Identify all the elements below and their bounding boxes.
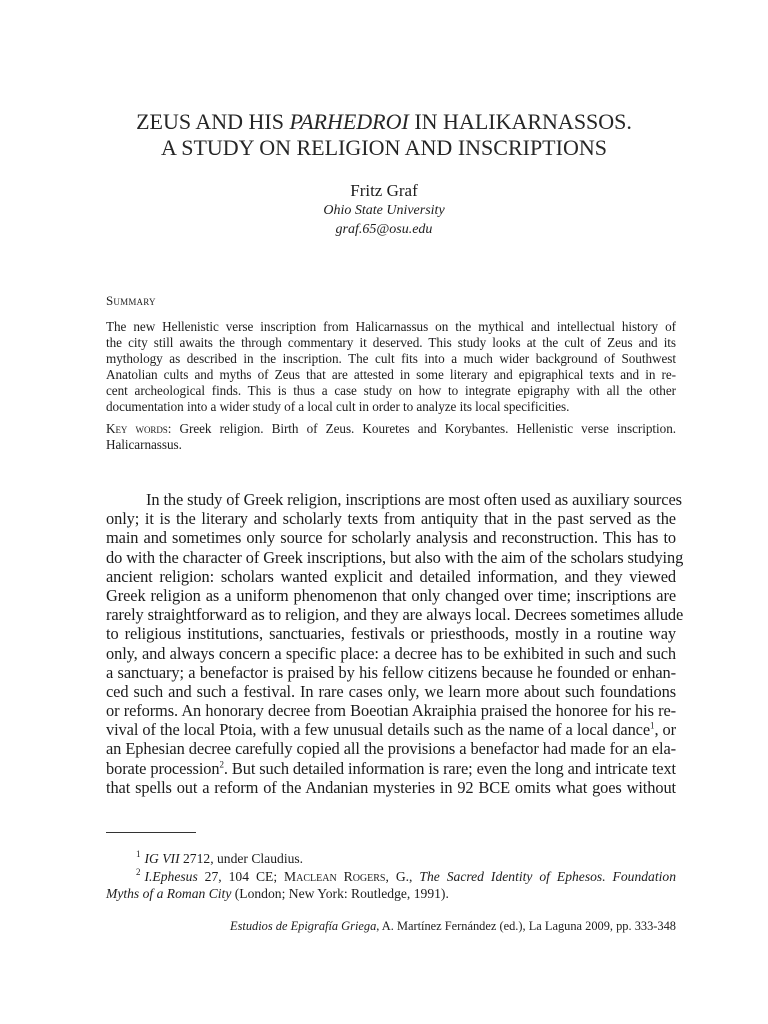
title-part-a: ZEUS AND HIS [136,109,290,134]
body-line: ancient religion: scholars wanted explicit and detailed information, and they viewed [106,566,676,586]
title-italic-word: PARHEDROI [289,109,409,134]
footnote-book-title: Myths of a Roman City [106,886,232,901]
footnote-text: 2712, under Claudius. [179,851,304,866]
summary-line: the city still awaits the through commentary it deserved. This study looks at the cult of Zeus and its [106,335,676,350]
body-line: In the study of Greek religion, inscriptions are most often used as auxiliary sources [146,490,682,509]
body-paragraph [106,490,684,797]
journal-title: Estudios de Epigrafía Griega [230,919,377,933]
footnote-author: Maclean Rogers [284,868,386,884]
footnote-text: (London; New York: Routledge, 1991). [231,886,449,901]
keywords-text: Greek religion. Birth of Zeus. Kouretes and Korybantes. Hellenistic verse inscription. [171,421,676,436]
footnote-1 [106,850,676,868]
running-footer [230,918,676,934]
citation-details: , A. Martínez Fernández (ed.), La Laguna 2009, pp. 333-348 [376,919,676,933]
summary-heading: Summary [106,293,156,308]
body-line: that spells out a reform of the Andanian mysteries in 92 BCE omits what goes without [106,777,676,797]
footnote-book-title: The Sacred Identity of Ephesos. Foundation [419,868,676,884]
summary-line: cent archeological finds. This is thus a case study on how to integrate epigraphy with all the other [106,383,676,398]
body-line: do with the character of Greek inscriptions, but also with the aim of the scholars studying [106,547,684,567]
title-part-b: IN HALIKARNASSOS. [408,109,632,134]
footnote-separator [106,832,196,833]
body-line: an Ephesian decree carefully copied all the provisions a benefactor had made for an ela- [106,739,676,759]
body-line: a sanctuary; a benefactor is praised by his fellow citizens because he founded or enhan- [106,662,676,682]
body-line: main and sometimes only source for scholarly analysis and reconstruction. This has to [106,528,676,548]
footnote-2-continued [106,885,676,903]
author-name: Fritz Graf [350,181,418,200]
body-line: ced such and such a festival. In rare cases only, we learn more about such foundations [106,681,676,701]
summary-line: mythology as described in the inscription. The cult fits into a much wider background of Southwest [106,351,676,366]
article-title-line-2: A STUDY ON RELIGION AND INSCRIPTIONS [161,135,607,160]
body-line: to religious institutions, sanctuaries, festivals or priesthoods, mostly in a routine way [106,624,676,644]
footnote-ref-2[interactable]: 2 [219,759,224,770]
footnotes [106,850,676,903]
body-line [106,720,676,739]
keywords-block [106,421,676,453]
author-affiliation: Ohio State University [323,203,445,218]
body-line: rarely straightforward as to religion, and they are always local. Decrees sometimes allude [106,605,684,625]
summary-abstract [106,319,676,415]
footnote-source: IG VII [144,851,180,866]
body-line: or reforms. An honorary decree from Boeotian Akraiphia praised the honoree for his re- [106,701,676,721]
author-email: graf.65@osu.edu [335,222,433,237]
keywords-line [106,421,676,437]
keywords-line: Halicarnassus. [106,437,182,452]
footnote-number: 2 [136,866,141,877]
footnote-number: 1 [136,849,141,860]
footnote-2 [106,868,676,886]
summary-line: documentation into a wider study of a local cult in order to analyze its local specificities. [106,399,570,414]
body-text: vival of the local Ptoia, with a few unusual details such as the name of a local dance [106,720,651,740]
body-line: Greek religion as a uniform phenomenon that only changed over time; inscriptions are [106,585,676,605]
footnote-text: , G., [385,868,420,884]
article-title-line-1 [0,108,768,136]
body-text: borate procession [106,758,220,778]
footnote-ref-1[interactable]: 1 [650,720,655,731]
body-line [106,759,676,778]
summary-line: Anatolian cults and myths of Zeus that are attested in some literary and epigraphical texts and in re- [106,367,676,382]
body-line: only, and always concern a specific place: a decree has to be exhibited in such and such [106,643,676,663]
body-text: , or [654,720,676,740]
summary-line: The new Hellenistic verse inscription from Halicarnassus on the mythical and intellectual history of [106,319,676,334]
footnote-source: I.Ephesus [144,868,198,884]
footnote-text: 27, 104 CE; [197,868,285,884]
body-line: only; it is the literary and scholarly texts from antiquity that in the past served as the [106,509,676,529]
keywords-label: Key words: [106,421,172,436]
body-text: . But such detailed information is rare; even the long and intricate text [223,758,676,778]
